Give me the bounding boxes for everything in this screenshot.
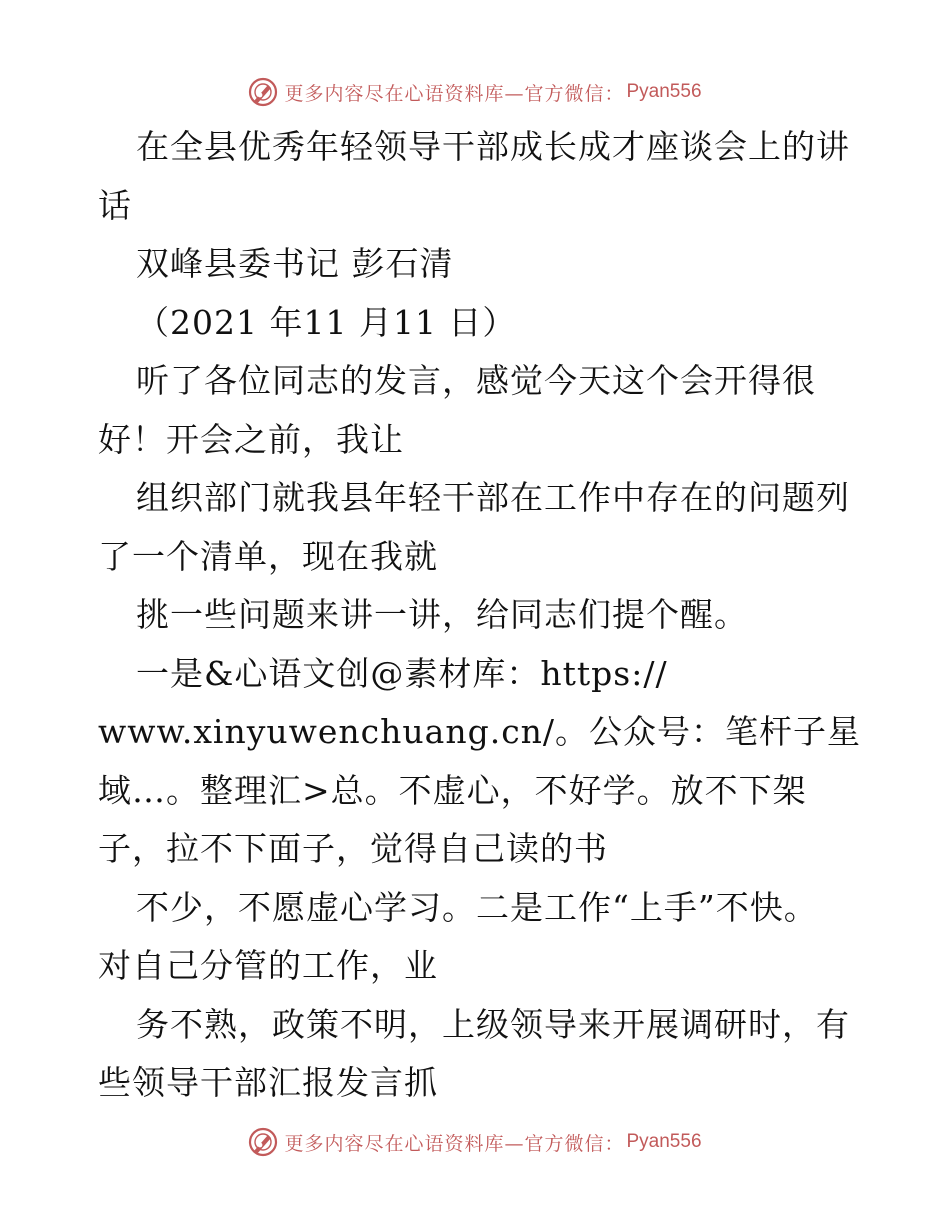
title-line-1: 在全县优秀年轻领导干部成长成才座谈会上的讲 — [136, 127, 850, 166]
paragraph-line: 些领导干部汇报发言抓 — [98, 1063, 438, 1102]
date-line: （2021 年11 月11 日） — [136, 302, 517, 342]
pen-logo-icon — [248, 77, 278, 107]
document-body — [98, 118, 878, 1113]
title-line-2: 话 — [98, 185, 132, 225]
paragraph-line: 挑一些问题来讲一讲，给同志们提个醒。 — [136, 595, 748, 634]
footer-watermark — [0, 1122, 950, 1162]
footer-watermark-text: 更多内容尽在心语资料库—官方微信： — [284, 1132, 625, 1155]
paragraph-line: 一是&心语文创@素材库：https:// — [136, 653, 668, 693]
paragraph-line: 听了各位同志的发言，感觉今天这个会开得很 — [136, 361, 816, 400]
header-watermark-text: 更多内容尽在心语资料库—官方微信： — [284, 82, 625, 105]
paragraph-line: 域…。整理汇>总。不虚心，不好学。放不下架 — [98, 770, 807, 810]
footer-watermark-handle: Pyan556 — [626, 1131, 702, 1152]
header-watermark — [0, 72, 950, 112]
paragraph-line: 子，拉不下面子，觉得自己读的书 — [98, 829, 608, 868]
paragraph-line: www.xinyuwenchuang.cn/。公众号：笔杆子星 — [98, 712, 862, 751]
paragraph-line: 好！开会之前，我让 — [98, 419, 404, 459]
paragraph-line: 了一个清单，现在我就 — [98, 536, 438, 576]
paragraph-line: 对自己分管的工作，业 — [98, 946, 438, 985]
header-watermark-handle: Pyan556 — [626, 81, 702, 102]
pen-logo-icon — [248, 1127, 278, 1157]
paragraph-line: 组织部门就我县年轻干部在工作中存在的问题列 — [136, 478, 850, 517]
paragraph-line: 务不熟，政策不明，上级领导来开展调研时，有 — [136, 1004, 850, 1044]
paragraph-line: 不少，不愿虚心学习。二是工作“上手”不快。 — [136, 887, 818, 927]
speaker-line: 双峰县委书记 彭石清 — [136, 244, 454, 283]
